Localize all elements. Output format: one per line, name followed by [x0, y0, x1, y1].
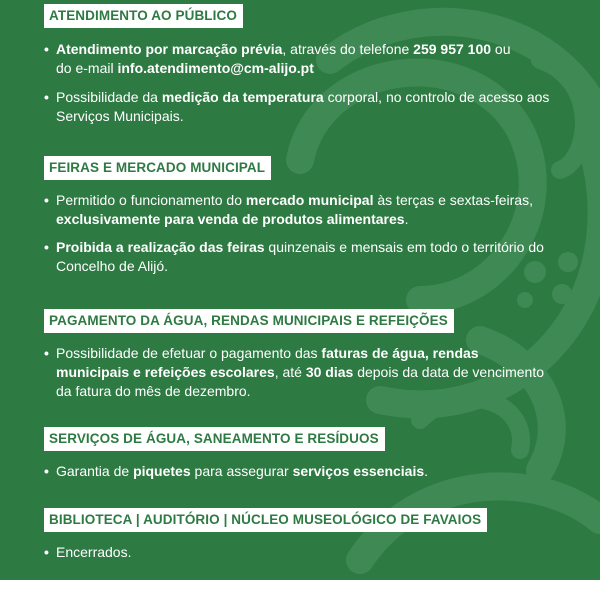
section-header: FEIRAS E MERCADO MUNICIPAL: [44, 156, 271, 180]
list-item: [44, 462, 584, 481]
text: quinzenais e mensais em todo o território do: [264, 239, 544, 255]
list-item: [44, 40, 584, 78]
text: .: [404, 211, 409, 227]
bullet-icon: •: [44, 239, 49, 255]
bold-text: 259 957 100: [413, 41, 492, 57]
text: , através do telefone: [282, 41, 414, 57]
bold-text: Proibida a realização das feiras: [56, 239, 265, 255]
text: , até: [274, 364, 306, 380]
section-header: ATENDIMENTO AO PÚBLICO: [44, 4, 243, 28]
text: Permitido o funcionamento do: [56, 192, 246, 208]
text: do e-mail: [56, 60, 118, 76]
bold-text: piquetes: [133, 463, 191, 479]
text: para assegurar: [190, 463, 293, 479]
bullet-list: [44, 344, 584, 401]
text: às terças e sextas-feiras,: [373, 192, 533, 208]
bullet-icon: •: [44, 41, 49, 57]
bold-text: 30 dias: [305, 364, 354, 380]
section-biblioteca: [44, 508, 584, 562]
list-item: [44, 344, 584, 401]
section-pagamento: [44, 309, 584, 401]
section-header: PAGAMENTO DA ÁGUA, RENDAS MUNICIPAIS E REFEIÇÕES: [44, 309, 454, 333]
text: Serviços Municipais.: [56, 108, 184, 124]
bold-text: medição da temperatura: [161, 89, 324, 105]
bullet-icon: •: [44, 463, 49, 479]
text: ou: [491, 41, 511, 57]
section-header: BIBLIOTECA | AUDITÓRIO | NÚCLEO MUSEOLÓGICO DE FAVAIOS: [44, 508, 487, 532]
list-item: [44, 543, 584, 562]
bold-text: info.atendimento@cm-alijo.pt: [117, 60, 314, 76]
text: Encerrados.: [56, 544, 132, 560]
bullet-list: [44, 191, 584, 276]
text: .: [424, 463, 429, 479]
text: Possibilidade de efetuar o pagamento das: [56, 345, 322, 361]
section-atendimento: [44, 4, 584, 126]
list-item: [44, 88, 584, 126]
bold-text: municipais e refeições escolares: [56, 364, 275, 380]
bullet-icon: •: [44, 192, 49, 208]
text: da fatura do mês de dezembro.: [56, 383, 251, 399]
text: depois da data de vencimento: [353, 364, 545, 380]
bold-text: serviços essenciais: [292, 463, 425, 479]
bullet-icon: •: [44, 89, 49, 105]
bullet-list: [44, 543, 584, 562]
bold-text: Atendimento por marcação prévia: [56, 41, 283, 57]
bullet-list: [44, 462, 584, 481]
list-item: [44, 191, 584, 229]
text: Garantia de: [56, 463, 134, 479]
bold-text: mercado municipal: [245, 192, 374, 208]
bold-text: exclusivamente para venda de produtos alimentares: [56, 211, 405, 227]
section-feiras: [44, 156, 584, 276]
list-item: [44, 238, 584, 276]
text: Concelho de Alijó.: [56, 258, 169, 274]
text: Possibilidade da: [56, 89, 162, 105]
bullet-icon: •: [44, 544, 49, 560]
bullet-icon: •: [44, 345, 49, 361]
section-header: SERVIÇOS DE ÁGUA, SANEAMENTO E RESÍDUOS: [44, 427, 385, 451]
bold-text: faturas de água, rendas: [321, 345, 479, 361]
section-servicos: [44, 427, 584, 481]
text: corporal, no controlo de acesso aos: [323, 89, 550, 105]
bullet-list: [44, 40, 584, 126]
